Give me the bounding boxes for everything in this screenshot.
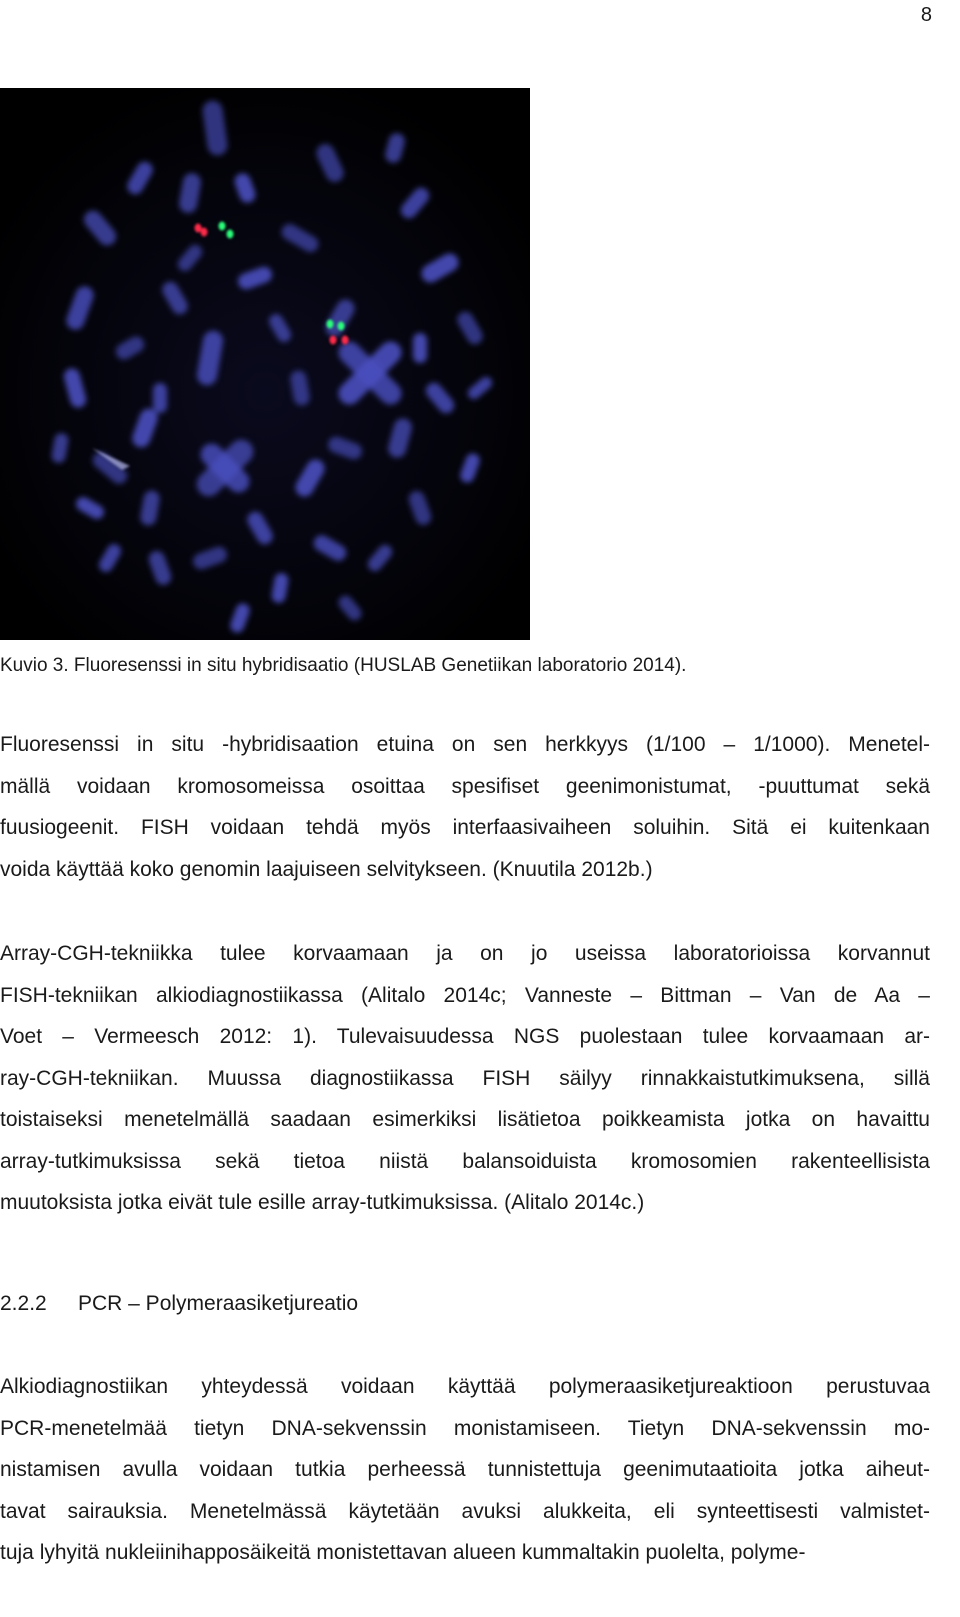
section-number: 2.2.2 [0, 1292, 47, 1315]
probe-signal [342, 336, 349, 345]
paragraph-line: PCR-menetelmää tietyn DNA-sekvenssin monistamiseen. Tietyn DNA-sekvenssin mo- [0, 1416, 930, 1440]
probe-signal [327, 320, 334, 329]
paragraph-line: Alkiodiagnostiikan yhteydessä voidaan käyttää polymeraasiketjureaktioon perustuvaa [0, 1375, 930, 1398]
probe-signal [338, 322, 345, 331]
section-heading [0, 1292, 358, 1316]
page-number: 8 [920, 4, 932, 26]
figure-caption: Kuvio 3. Fluoresenssi in situ hybridisaatio (HUSLAB Genetiikan laboratorio 2014). [0, 655, 687, 676]
probe-signal [227, 230, 234, 239]
fluorescence-micrograph-image [0, 88, 530, 640]
chromosome-shape [153, 383, 167, 413]
paragraph-line: mällä voidaan kromosomeissa osoittaa spesifiset geenimonistumat, -puuttumat sekä [0, 774, 930, 798]
paragraph-line: Fluoresenssi in situ -hybridisaation etuina on sen herkkyys (1/100 – 1/1000). Menetel- [0, 733, 930, 756]
paragraph-line: tavat sairauksia. Menetelmässä käytetään avuksi alukkeita, eli synteettisesti valmistet- [0, 1499, 930, 1523]
paragraph-array-cgh [0, 933, 930, 1224]
paragraph-line: array-tutkimuksissa sekä tietoa niistä balansoiduista kromosomien rakenteellisista [0, 1149, 930, 1173]
fish-micrograph-figure [0, 88, 530, 640]
paragraph-line: ray-CGH-tekniikan. Muussa diagnostiikassa FISH säilyy rinnakkaistutkimuksena, sillä [0, 1066, 930, 1090]
paragraph-line: nistamisen avulla voidaan tutkia perheessä tunnistettuja geenimutaatioita jotka aiheut- [0, 1458, 930, 1481]
chromosome-shape [413, 333, 427, 363]
paragraph-line: muutoksista jotka eivät tule esille array-tutkimuksissa. (Alitalo 2014c.) [0, 1191, 645, 1214]
probe-signal [201, 228, 208, 237]
probe-signal [330, 336, 337, 345]
paragraph-fish-advantages [0, 724, 930, 890]
probe-signal [219, 222, 226, 231]
paragraph-line: toistaiseksi menetelmällä saadaan esimerkiksi lisätietoa poikkeamista jotka on havaittu [0, 1108, 930, 1131]
paragraph-line: tuja lyhyitä nukleiinihapposäikeitä monistettavan alueen kummaltakin puolelta, polyme- [0, 1541, 806, 1564]
paragraph-line: FISH-tekniikan alkiodiagnostiikassa (Alitalo 2014c; Vanneste – Bittman – Van de Aa – [0, 983, 930, 1007]
paragraph-line: Array-CGH-tekniikka tulee korvaamaan ja on jo useissa laboratorioissa korvannut [0, 942, 930, 965]
section-title: PCR – Polymeraasiketjureatio [78, 1292, 359, 1315]
paragraph-pcr [0, 1366, 930, 1574]
paragraph-line: voida käyttää koko genomin laajuiseen selvitykseen. (Knuutila 2012b.) [0, 857, 653, 881]
probe-signal [195, 224, 202, 233]
paragraph-line: Voet – Vermeesch 2012: 1). Tulevaisuudessa NGS puolestaan tulee korvaamaan ar- [0, 1025, 930, 1048]
paragraph-line: fuusiogeenit. FISH voidaan tehdä myös interfaasivaiheen soluihin. Sitä ei kuitenkaan [0, 816, 930, 839]
